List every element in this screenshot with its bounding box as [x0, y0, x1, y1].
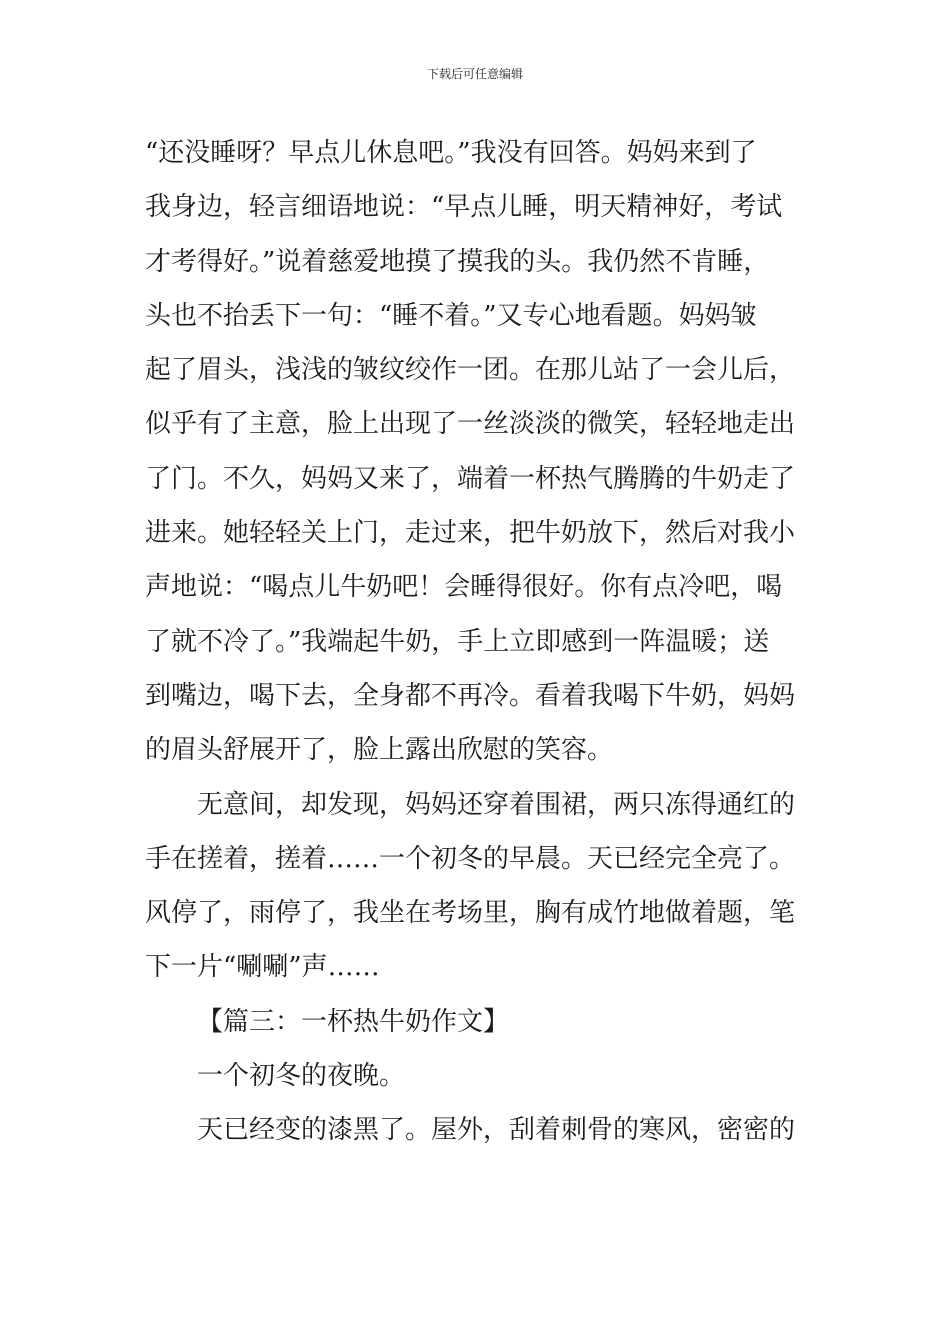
text-line: 我身边，轻言细语地说：“早点儿睡，明天精神好，考试 — [145, 192, 783, 223]
text-line: 了就不冷了。”我端起牛奶，手上立即感到一阵温暖；送 — [145, 626, 770, 657]
text-line: 头也不抬丢下一句：“睡不着。”又专心地看题。妈妈皱 — [145, 300, 757, 331]
text-line: 才考得好。”说着慈爱地摸了摸我的头。我仍然不肯睡， — [145, 246, 770, 277]
text-line: 了门。不久，妈妈又来了，端着一杯热气腾腾的牛奶走了 — [145, 463, 796, 494]
paragraph-start-line: 无意间，却发现，妈妈还穿着围裙，两只冻得通红的 — [197, 789, 796, 820]
text-line: 进来。她轻轻关上门，走过来，把牛奶放下，然后对我小 — [145, 518, 796, 549]
paragraph-start-line: 一个初冬的夜晚。 — [197, 1061, 406, 1092]
text-line: 似乎有了主意，脸上出现了一丝淡淡的微笑，轻轻地走出 — [145, 409, 796, 440]
text-line: 的眉头舒展开了，脸上露出欣慰的笑容。 — [145, 735, 614, 766]
text-line: 到嘴边，喝下去，全身都不再冷。看着我喝下牛奶，妈妈 — [145, 680, 796, 711]
text-line: 手在搓着，搓着……一个初冬的早晨。天已经完全亮了。 — [145, 843, 796, 874]
page-header: 下载后可任意编辑 — [426, 67, 523, 81]
section-heading: 【篇三：一杯热牛奶作文】 — [197, 1006, 510, 1037]
text-line: “还没睡呀？早点儿休息吧。”我没有回答。妈妈来到了 — [145, 138, 757, 168]
text-line: 下一片“唰唰”声…… — [145, 952, 380, 983]
text-line: 声地说：“喝点儿牛奶吧！会睡得很好。你有点冷吧，喝 — [145, 572, 783, 603]
paragraph-start-line: 天已经变的漆黑了。屋外，刮着刺骨的寒风，密密的 — [197, 1115, 796, 1146]
body-text — [145, 126, 807, 1158]
text-line: 起了眉头，浅浅的皱纹绞作一团。在那儿站了一会儿后， — [145, 355, 796, 386]
text-line: 风停了，雨停了，我坐在考场里，胸有成竹地做着题，笔 — [145, 898, 796, 929]
